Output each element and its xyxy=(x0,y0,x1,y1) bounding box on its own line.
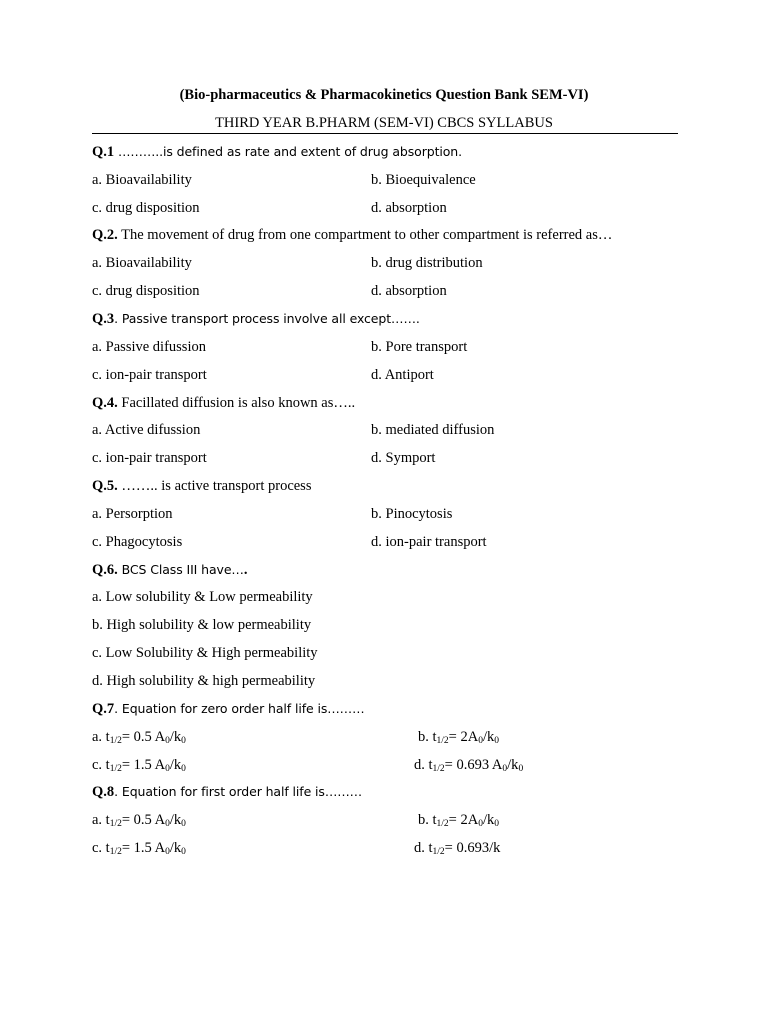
question-number: Q.4. xyxy=(92,395,118,411)
option-c: c. drug disposition xyxy=(92,283,200,299)
question-1 xyxy=(92,143,462,161)
option-a: a. Active difussion xyxy=(92,422,201,438)
option-c: c. $t_{1/2}= 1.5$ $A_0/k_0$ xyxy=(92,840,186,857)
option-c: c. ion-pair transport xyxy=(92,450,207,466)
document-title: (Bio-pharmaceutics & Pharmacokinetics Question Bank SEM-VI) xyxy=(179,87,589,103)
question-number: Q.3 xyxy=(92,311,115,327)
option-d: d. $t_{1/2}= 0.693$ $A_0/k_0$ xyxy=(414,757,524,774)
question-text: The movement of drug from one compartment to other compartment is referred as… xyxy=(117,227,613,243)
question-6 xyxy=(92,561,247,579)
document-subtitle: THIRD YEAR B.PHARM (SEM-VI) CBCS SYLLABUS xyxy=(215,115,553,131)
option-d: d. ion-pair transport xyxy=(371,534,487,550)
option-b: b. $t_{1/2}= 2A_0/k_0$ xyxy=(418,729,499,746)
question-text: ………..is defined as rate and extent of drug absorption. xyxy=(114,144,462,159)
option-d: d. High solubility & high permeability xyxy=(92,673,316,689)
option-a: a. Bioavailability xyxy=(92,172,192,188)
option-b: b. mediated diffusion xyxy=(371,422,495,438)
question-5 xyxy=(92,477,311,495)
option-c: c. drug disposition xyxy=(92,200,200,216)
option-a: a. Passive difussion xyxy=(92,339,206,355)
question-text: …….. is active transport process xyxy=(117,478,312,494)
question-text: . Equation for zero order half life is……… xyxy=(114,701,365,716)
question-2 xyxy=(92,226,612,244)
option-c: c. Low Solubility & High permeability xyxy=(92,645,318,661)
question-text: . Equation for first order half life is……… xyxy=(114,784,363,799)
option-d: d. $t_{1/2}= 0.693/k$ xyxy=(414,840,501,857)
question-number: Q.1 xyxy=(92,144,115,160)
question-number: Q.2. xyxy=(92,227,118,243)
option-c: c. ion-pair transport xyxy=(92,367,207,383)
question-text: . Passive transport process involve all except……. xyxy=(114,311,420,326)
question-4 xyxy=(92,394,355,412)
question-8 xyxy=(92,783,362,801)
option-a: a. $t_{1/2}= 0.5$ $A_0/k_0$ xyxy=(92,812,186,829)
question-number: Q.7 xyxy=(92,701,115,717)
option-b: b. $t_{1/2}= 2A_0/k_0$ xyxy=(418,812,499,829)
option-c: c. $t_{1/2}= 1.5$ $A_0/k_0$ xyxy=(92,757,186,774)
option-d: d. Symport xyxy=(371,450,436,466)
question-3 xyxy=(92,310,420,328)
option-b: b. High solubility & low permeability xyxy=(92,617,312,633)
question-number: Q.5. xyxy=(92,478,118,494)
option-c: c. Phagocytosis xyxy=(92,534,183,550)
option-b: b. Bioequivalence xyxy=(371,172,476,188)
question-number: Q.8 xyxy=(92,784,115,800)
option-d: d. absorption xyxy=(371,283,447,299)
option-a: a. Bioavailability xyxy=(92,255,192,271)
option-d: d. Antiport xyxy=(371,367,434,383)
option-a: a. Persorption xyxy=(92,506,173,522)
option-a: a. $t_{1/2}= 0.5$ $A_0/k_0$ xyxy=(92,729,186,746)
option-b: b. Pore transport xyxy=(371,339,468,355)
question-7 xyxy=(92,700,364,718)
question-text: Facillated diffusion is also known as….. xyxy=(117,395,356,411)
option-b: b. Pinocytosis xyxy=(371,506,453,522)
option-a: a. Low solubility & Low permeability xyxy=(92,589,313,605)
question-text: BCS Class III have… xyxy=(117,562,244,577)
question-number: Q.6. xyxy=(92,562,118,578)
option-d: d. absorption xyxy=(371,200,447,216)
header-divider xyxy=(92,133,678,134)
question-text-end: . xyxy=(243,562,248,578)
option-b: b. drug distribution xyxy=(371,255,483,271)
